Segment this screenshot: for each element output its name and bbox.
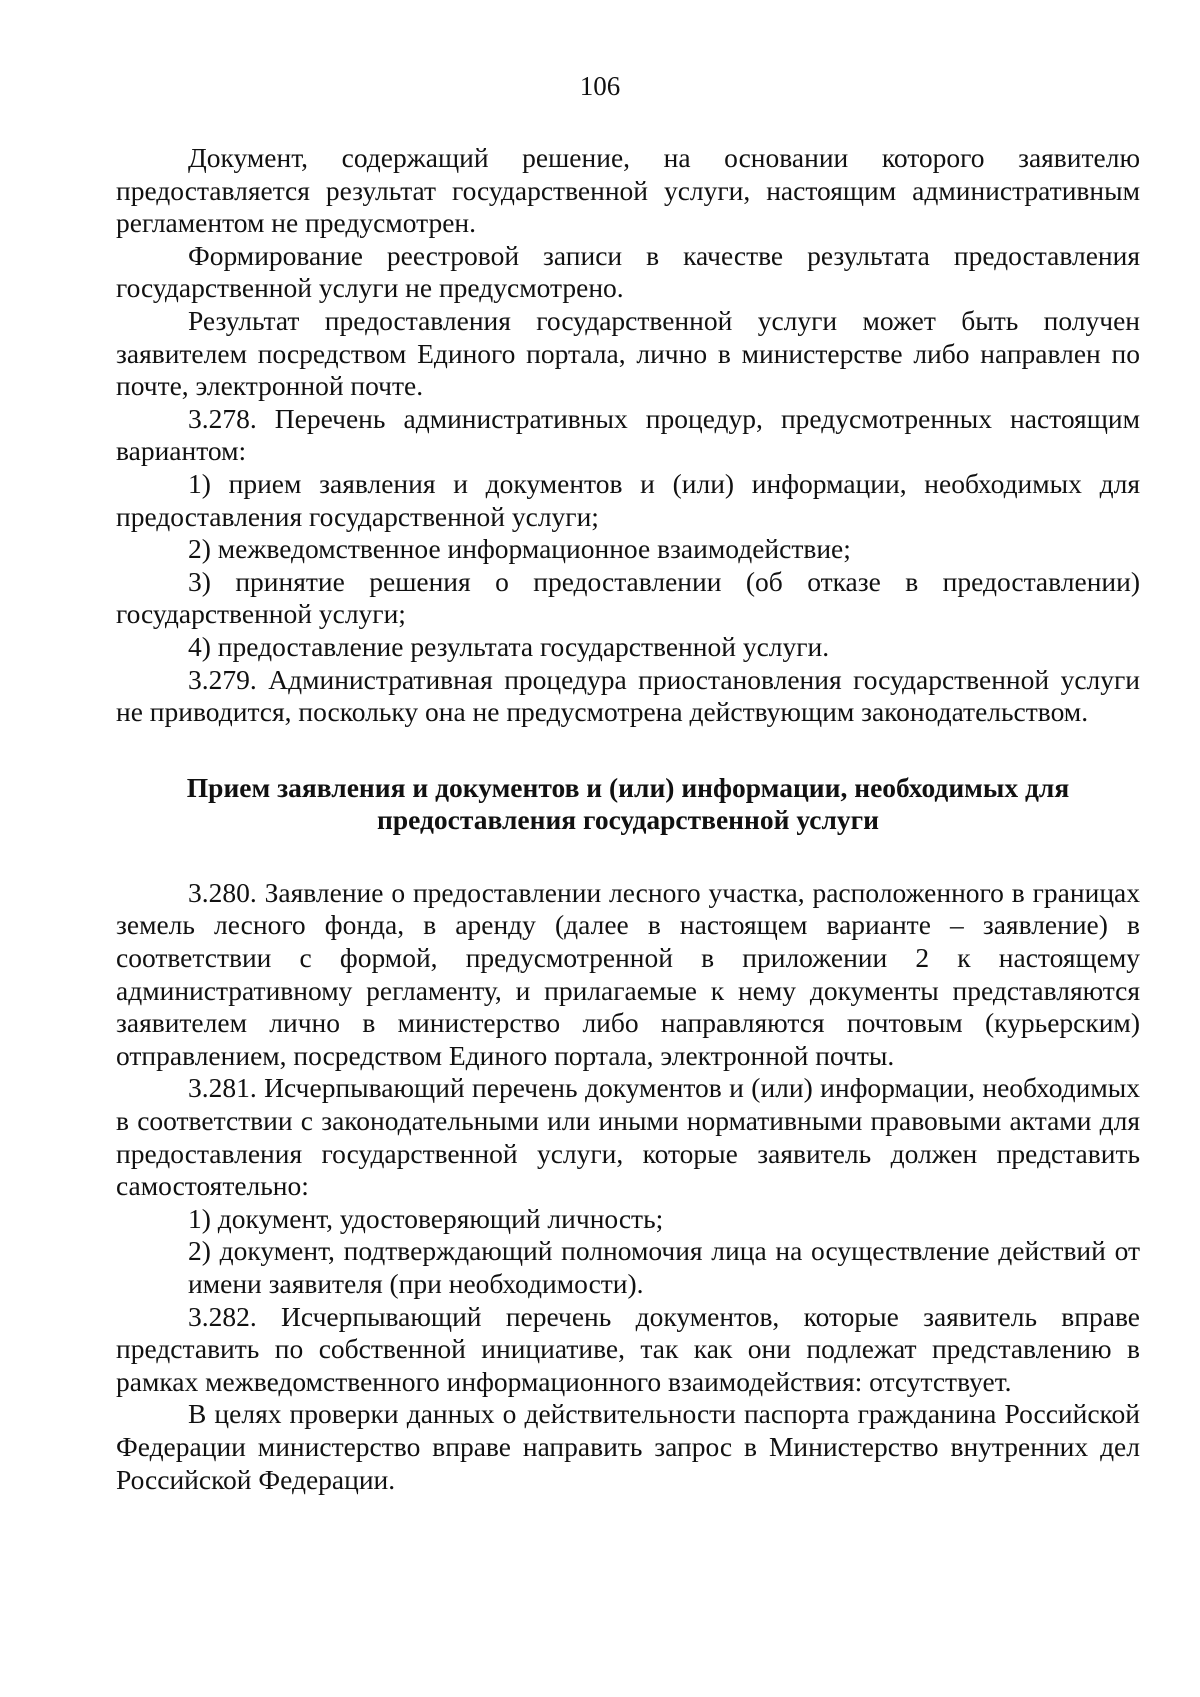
page-number: 106: [579, 71, 621, 101]
paragraph-3-282: 3.282. Исчерпывающий перечень документов, которые заявитель вправе представить по собственной инициативе, так как они подлежат представлению в рамках межведомственного информационного взаимодействия: отсутствует.: [116, 1300, 1140, 1397]
list-item-document-1: 1) документ, удостоверяющий личность;: [188, 1202, 664, 1234]
list-item-document-2: 2) документ, подтверждающий полномочия лица на осуществление действий от имени заявителя (при необходимости).: [188, 1235, 1140, 1299]
paragraph-passport-check: В целях проверки данных о действительности паспорта гражданина Российской Федерации министерство вправе направить запрос в Министерство внутренних дел Российской Федерации.: [116, 1398, 1140, 1495]
paragraph-registry-record: Формирование реестровой записи в качестве результата предоставления государственной услуги не предусмотрено.: [116, 239, 1140, 304]
paragraph-3-279: 3.279. Административная процедура приостановления государственной услуги не приводится, поскольку она не предусмотрена действующим законодательством.: [116, 663, 1140, 728]
list-item-procedure-3: 3) принятие решения о предоставлении (об отказе в предоставлении) государственной услуги;: [116, 565, 1140, 630]
document-body: [116, 142, 1140, 1496]
section-heading: [116, 772, 1140, 837]
list-item-procedure-2: 2) межведомственное информационное взаимодействие;: [188, 533, 851, 565]
paragraph-result-document: Документ, содержащий решение, на основании которого заявителю предоставляется результат государственной услуги, настоящим административным регламентом не предусмотрен.: [116, 142, 1140, 239]
paragraph-3-278: 3.278. Перечень административных процедур, предусмотренных настоящим вариантом:: [116, 402, 1140, 467]
list-item-procedure-1: 1) прием заявления и документов и (или) информации, необходимых для предоставления государственной услуги;: [116, 467, 1140, 532]
paragraph-3-280: 3.280. Заявление о предоставлении лесного участка, расположенного в границах земель лесного фонда, в аренду (далее в настоящем варианте – заявление) в соответствии с формой, предусмотренной в приложении 2 к настоящему административному регламенту, и прилагаемые к нему документы представляются заявителем лично в министерство либо направляются почтовым (курьерским) отправлением, посредством Единого портала, электронной почты.: [116, 876, 1140, 1071]
section-heading-line-2: предоставления государственной услуги: [377, 804, 879, 836]
list-item-procedure-4: 4) предоставление результата государственной услуги.: [188, 630, 830, 662]
paragraph-3-281: 3.281. Исчерпывающий перечень документов и (или) информации, необходимых в соответствии с законодательными или иными нормативными правовыми актами для предоставления государственной услуги, которые заявитель должен представить самостоятельно:: [116, 1072, 1140, 1202]
paragraph-result-delivery: Результат предоставления государственной услуги может быть получен заявителем посредством Единого портала, лично в министерстве либо направлен по почте, электронной почте.: [116, 304, 1140, 402]
section-heading-line-1: Прием заявления и документов и (или) информации, необходимых для: [186, 771, 1070, 803]
